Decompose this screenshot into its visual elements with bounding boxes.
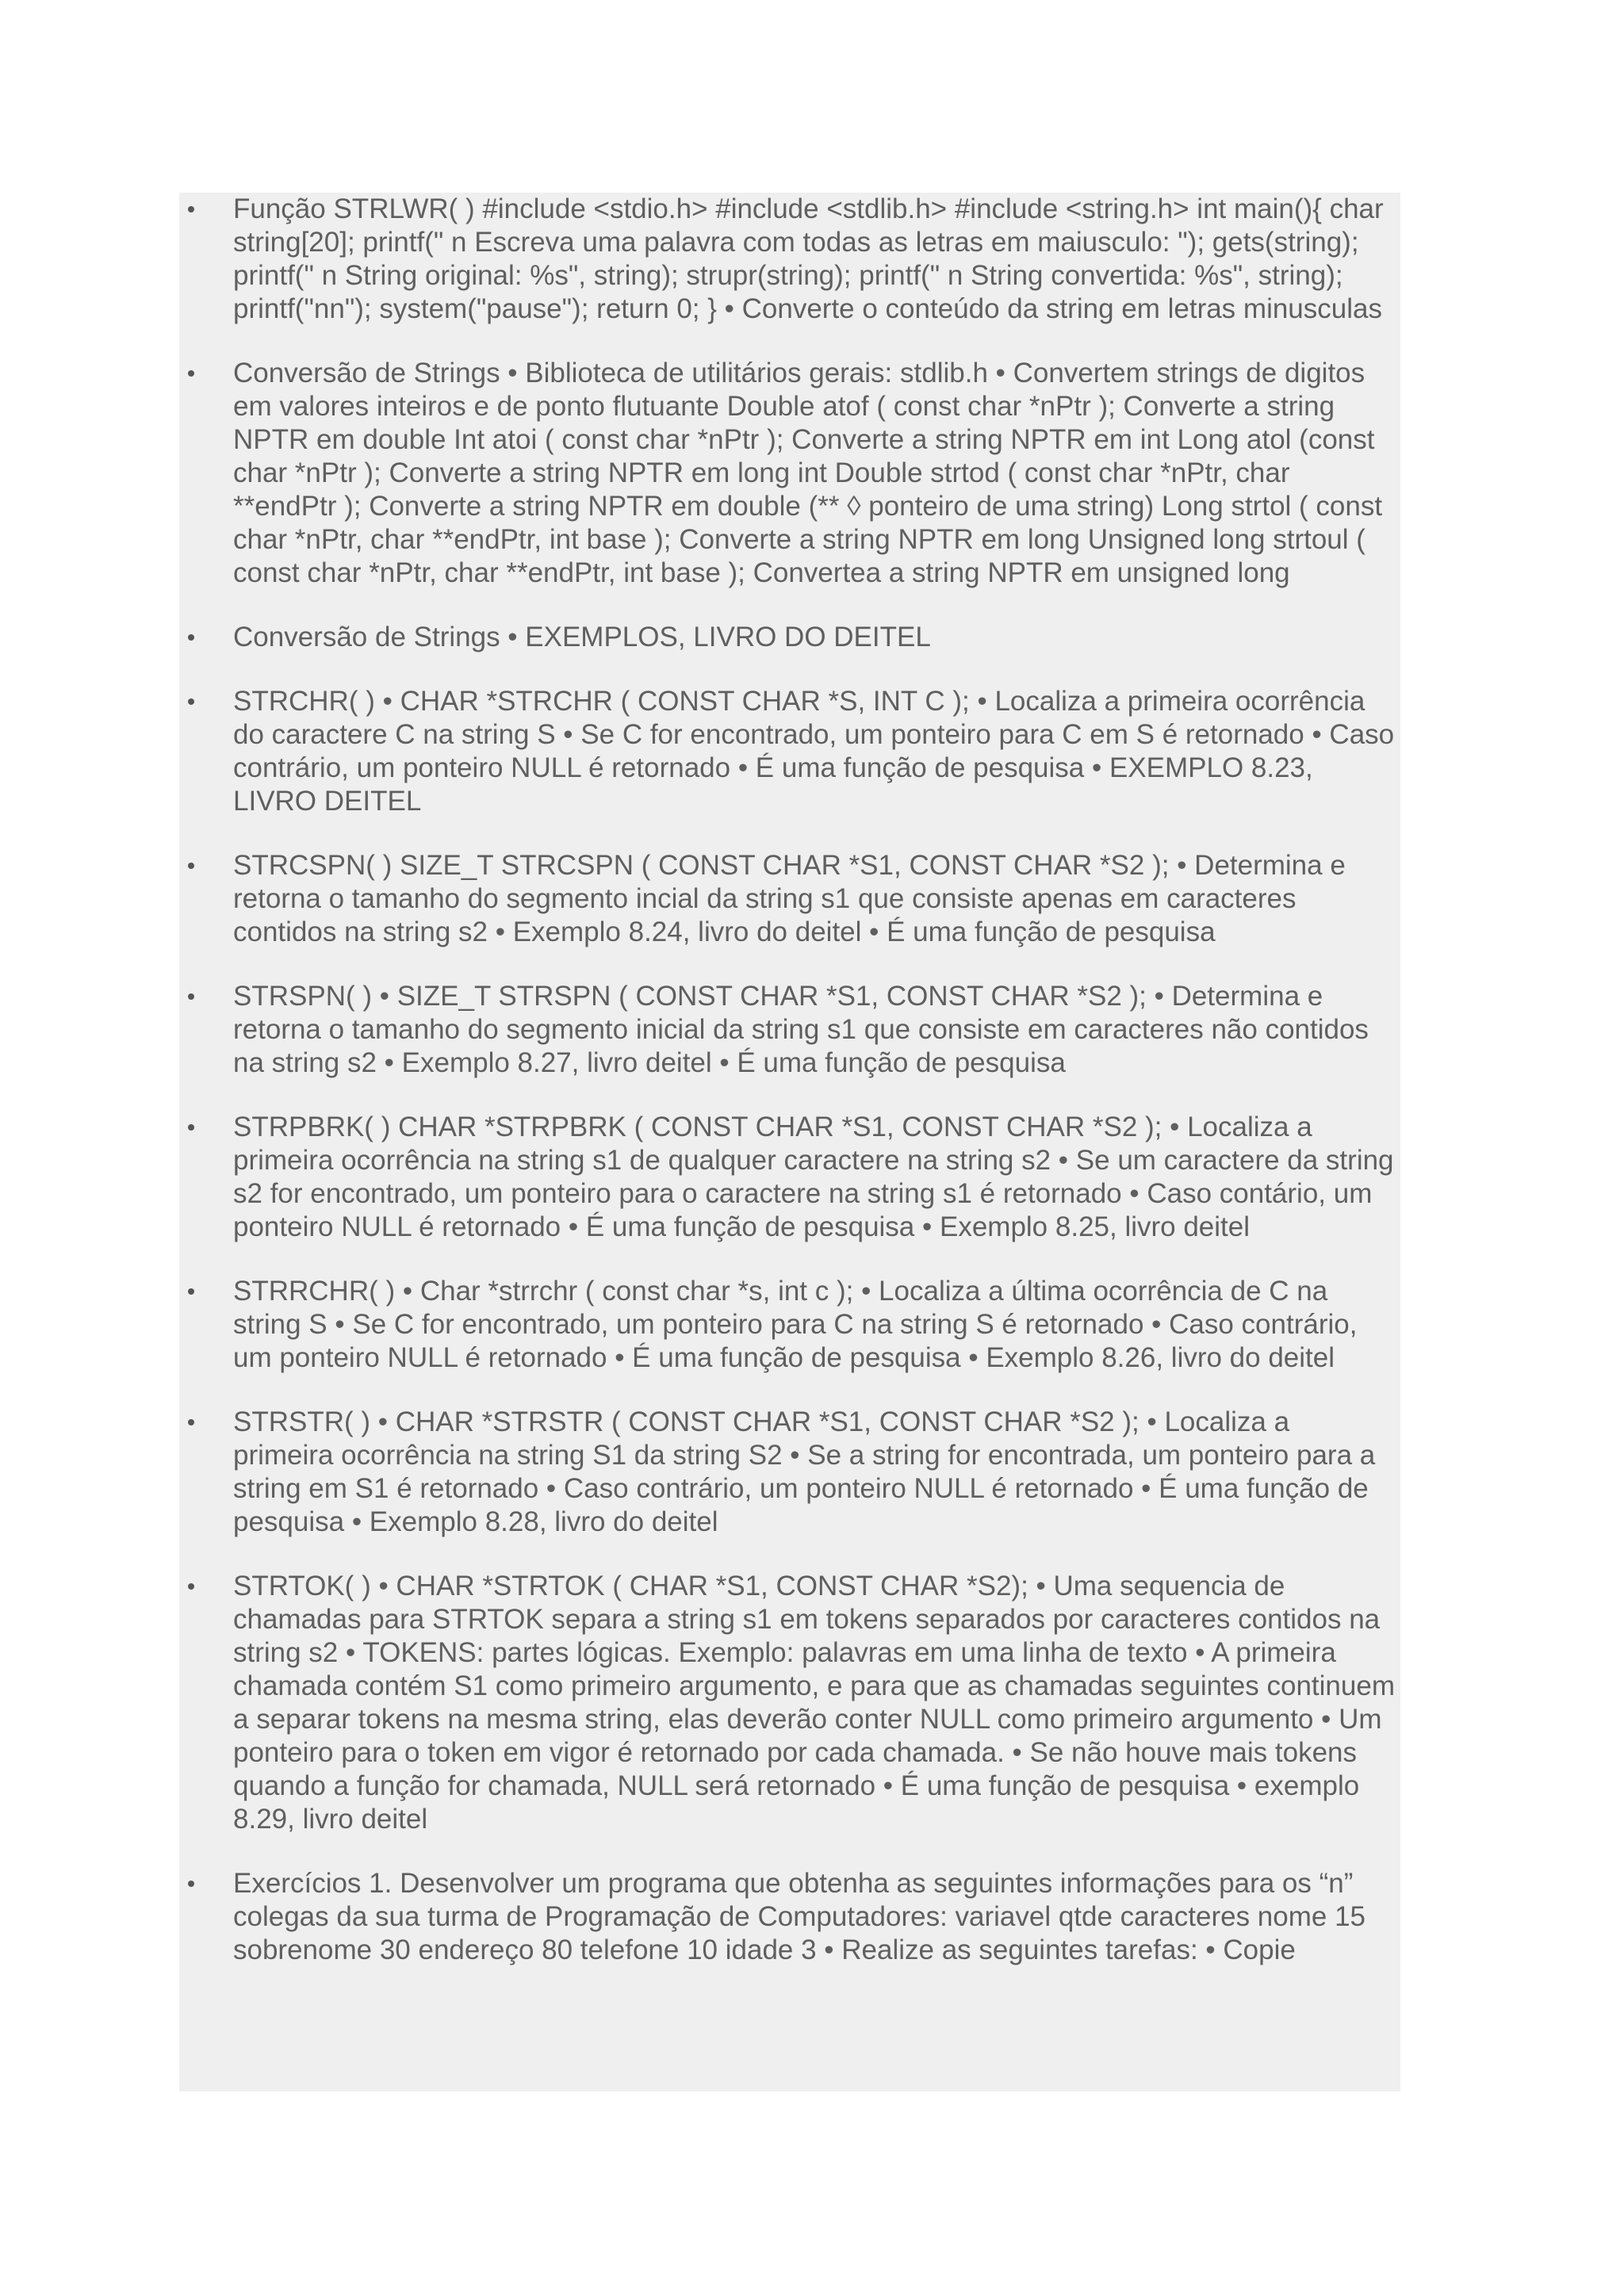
list-item-text: Função STRLWR( ) #include <stdio.h> #include <stdlib.h> #include <string.h> int main(){ char string[20]; printf(" n Escreva uma palavra com todas as letras em maiusculo: "); gets(string); printf(" n String original: %s", string); strupr(string); printf(" n String convertida: %s", string); printf("nn"); system("pause"); return 0; } • Converte o conteúdo da string em letras minusculas bbox=[233, 193, 1384, 324]
list-item-text: Conversão de Strings • Biblioteca de utilitários gerais: stdlib.h • Convertem strings de digitos em valores inteiros e de ponto flutuante Double atof ( const char *nPtr ); Converte a string NPTR em double Int atoi ( const char *nPtr ); Converte a string NPTR em int Long atol (const char *nPtr ); Converte a string NPTR em long int Double strtod ( const char *nPtr, char **endPtr ); Converte a string NPTR em double (** ◊ ponteiro de uma string) Long strtol ( const char *nPtr, char **endPtr, int base ); Converte a string NPTR em long Unsigned long strtoul ( const char *nPtr, char **endPtr, int base ); Convertea a string NPTR em unsigned long bbox=[233, 358, 1383, 588]
list-item-text: STRPBRK( ) CHAR *STRPBRK ( CONST CHAR *S1, CONST CHAR *S2 ); • Localiza a primeira ocorrência na string s1 de qualquer caractere na string s2 • Se um caractere da string s2 for encontrado, um ponteiro para o caractere na string s1 é retornado • Caso contário, um ponteiro NULL é retornado • É uma função de pesquisa • Exemplo 8.25, livro deitel bbox=[233, 1112, 1394, 1242]
list-item-text: Exercícios 1. Desenvolver um programa que obtenha as seguintes informações para os “n” colegas da sua turma de Programação de Computadores: variavel qtde caracteres nome 15 sobrenome 30 endereço 80 telefone 10 idade 3 • Realize as seguintes tarefas: • Copie bbox=[233, 1868, 1366, 1965]
bullet-dot-icon bbox=[188, 1419, 194, 1425]
list-item-text: STRSPN( ) • SIZE_T STRSPN ( CONST CHAR *S1, CONST CHAR *S2 ); • Determina e retorna o tamanho do segmento inicial da string s1 que consiste em caracteres não contidos na string s2 • Exemplo 8.27, livro deitel • É uma função de pesquisa bbox=[233, 981, 1369, 1078]
list-item bbox=[179, 849, 1400, 949]
bullet-dot-icon bbox=[188, 634, 194, 641]
list-item bbox=[179, 357, 1400, 590]
list-item bbox=[179, 1867, 1400, 1967]
bullet-dot-icon bbox=[188, 1583, 194, 1590]
bullet-dot-icon bbox=[188, 1881, 194, 1887]
list-item bbox=[179, 1570, 1400, 1836]
list-item-text: STRRCHR( ) • Char *strrchr ( const char *s, int c ); • Localiza a última ocorrência de C na string S • Se C for encontrado, um ponteiro para C na string S é retornado • Caso contrário, um ponteiro NULL é retornado • É uma função de pesquisa • Exemplo 8.26, livro do deitel bbox=[233, 1276, 1358, 1373]
list-item-text: STRCHR( ) • CHAR *STRCHR ( CONST CHAR *S, INT C ); • Localiza a primeira ocorrência do caractere C na string S • Se C for encontrado, um ponteiro para C em S é retornado • Caso contrário, um ponteiro NULL é retornado • É uma função de pesquisa • EXEMPLO 8.23, LIVRO DEITEL bbox=[233, 686, 1395, 817]
list-item-text: STRTOK( ) • CHAR *STRTOK ( CHAR *S1, CONST CHAR *S2); • Uma sequencia de chamadas para STRTOK separa a string s1 em tokens separados por caracteres contidos na string s2 • TOKENS: partes lógicas. Exemplo: palavras em uma linha de texto • A primeira chamada contém S1 como primeiro argumento, e para que as chamadas seguintes continuem a separar tokens na mesma string, elas deverão conter NULL como primeiro argumento • Um ponteiro para o token em vigor é retornado por cada chamada. • Se não houve mais tokens quando a função for chamada, NULL será retornado • É uma função de pesquisa • exemplo 8.29, livro deitel bbox=[233, 1571, 1395, 1835]
list-item bbox=[179, 1111, 1400, 1244]
list-item bbox=[179, 1275, 1400, 1375]
bullet-dot-icon bbox=[188, 1288, 194, 1295]
bullet-dot-icon bbox=[188, 863, 194, 869]
bullet-dot-icon bbox=[188, 1124, 194, 1131]
bullet-list bbox=[179, 193, 1400, 1967]
list-item bbox=[179, 193, 1400, 326]
list-item bbox=[179, 685, 1400, 818]
bullet-dot-icon bbox=[188, 993, 194, 1000]
list-item bbox=[179, 980, 1400, 1080]
bullet-dot-icon bbox=[188, 206, 194, 212]
list-item bbox=[179, 621, 1400, 654]
list-item bbox=[179, 1406, 1400, 1539]
bullet-dot-icon bbox=[188, 370, 194, 377]
bullet-dot-icon bbox=[188, 698, 194, 705]
list-item-text: STRCSPN( ) SIZE_T STRCSPN ( CONST CHAR *S1, CONST CHAR *S2 ); • Determina e retorna o tamanho do segmento incial da string s1 que consiste apenas em caracteres contidos na string s2 • Exemplo 8.24, livro do deitel • É uma função de pesquisa bbox=[233, 850, 1346, 947]
list-item-text: STRSTR( ) • CHAR *STRSTR ( CONST CHAR *S1, CONST CHAR *S2 ); • Localiza a primeira ocorrência na string S1 da string S2 • Se a string for encontrada, um ponteiro para a string em S1 é retornado • Caso contrário, um ponteiro NULL é retornado • É uma função de pesquisa • Exemplo 8.28, livro do deitel bbox=[233, 1406, 1376, 1537]
document-content-panel bbox=[179, 193, 1400, 2091]
list-item-text: Conversão de Strings • EXEMPLOS, LIVRO DO DEITEL bbox=[233, 622, 931, 652]
